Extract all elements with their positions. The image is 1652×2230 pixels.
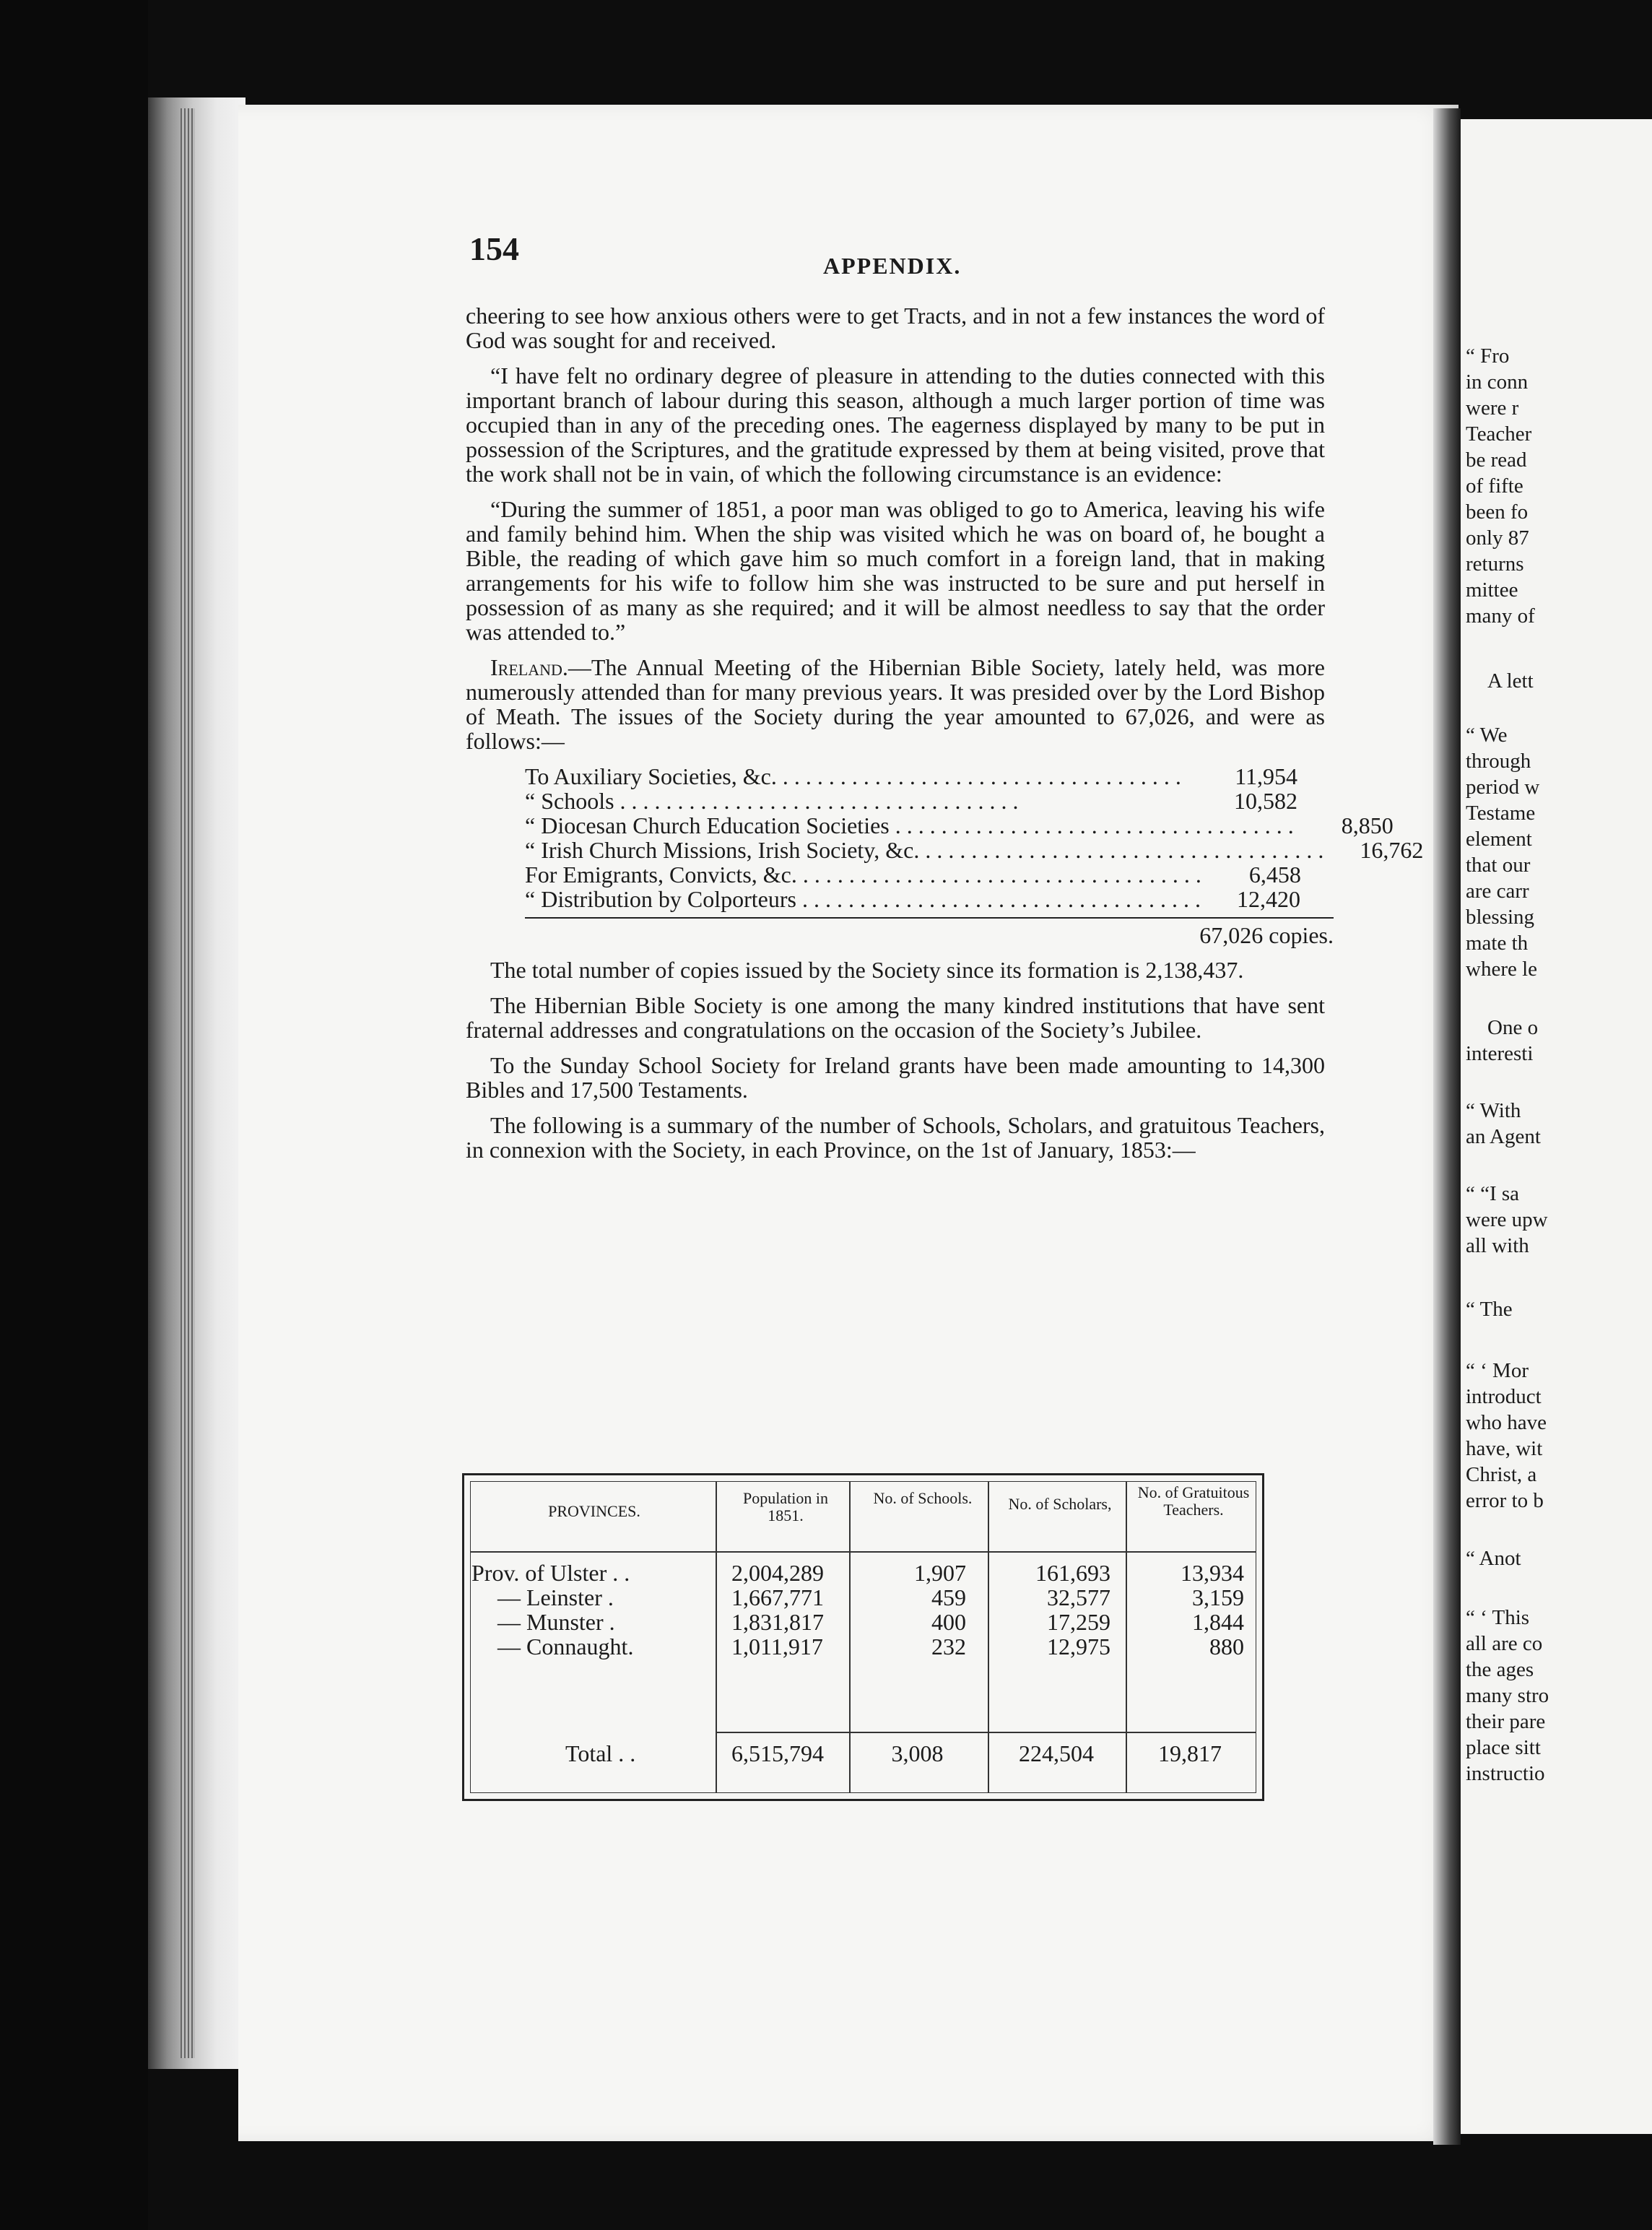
province-cell: — Leinster . [497,1584,614,1610]
paragraph: The following is a summary of the number of Schools, Scholars, and gratuitous Teachers, in connexion with the Society, in each Province, on the 1st of January, 1853:— [466,1112,1325,1163]
issue-value: 12,420 [1236,886,1300,912]
right-page-fragment: that our [1466,854,1531,877]
right-page-fragment: place sitt [1466,1736,1541,1759]
issue-value: 6,458 [1248,862,1301,888]
right-page-fragment: mittee [1466,578,1518,602]
column-header: Population in 1851. [743,1489,828,1524]
province-cell: Prov. of Ulster . . [471,1560,630,1586]
right-page-fragment: element [1466,828,1532,851]
issue-label: “ Distribution by Colporteurs [525,886,796,912]
right-page-fragment: an Agent [1466,1125,1541,1148]
right-page-fragment: “ We [1466,724,1508,747]
right-page-fragment: “ The [1466,1298,1513,1321]
scholars-cell: 12,975 [1047,1634,1110,1660]
right-page-fragment: many stro [1466,1684,1549,1707]
column-divider [988,1481,989,1793]
paragraph: cheering to see how anxious others were to get Tracts, and in not a few instances the word of God was sought for and received. [466,303,1325,353]
column-header: PROVINCES. [548,1502,640,1520]
right-page-fragment: “ Fro [1466,344,1510,368]
right-page-fragment: period w [1466,776,1540,799]
issue-value: 8,850 [1341,812,1394,838]
province-cell: — Munster . [497,1609,615,1635]
right-page-fragment: through [1466,750,1531,773]
right-page-fragment: be read [1466,448,1527,472]
schools-cell: 232 [931,1634,966,1660]
total-scholars: 224,504 [1019,1740,1094,1766]
column-divider [1126,1481,1127,1793]
right-page-fragment: introduct [1466,1385,1542,1408]
book-page-edges [148,97,245,2069]
right-page-fragment: “ With [1466,1099,1521,1122]
right-page-fragment: returns [1466,552,1524,576]
list-item: For Emigrants, Convicts, &c. . . . . . . . . . . . . . . . . . . . . . . . . . . . . . . . . . . . 6,458 [525,862,1301,888]
right-page-fragment: “ ‘ This [1466,1606,1530,1629]
right-page-fragment: been fo [1466,500,1529,524]
page-body [466,303,1424,1173]
issues-list [525,763,1424,912]
schools-cell: 400 [931,1609,966,1635]
paragraph: The Hibernian Bible Society is one among the many kindred institutions that have sent fraternal addresses and congratulations on the occasion of the Society’s Jubilee. [466,992,1325,1043]
right-page-fragment: were r [1466,396,1519,420]
right-page-fragment: “ ‘ Mor [1466,1359,1529,1382]
right-page-fragment: blessing [1466,906,1535,929]
background-left [0,0,148,2230]
paragraph: “I have felt no ordinary degree of pleasure in attending to the duties connected with this important branch of labour during this season, although a much larger portion of time was occupied than in any of the preceding ones. The eagerness displayed by many to be put in possession of the Scriptures, and the gratitude expressed by them at being visited, prove that the work shall not be in vain, of which the following circumstance is an evidence: [466,363,1325,487]
scholars-cell: 32,577 [1047,1584,1110,1610]
paragraph: “During the summer of 1851, a poor man was obliged to go to America, leaving his wife and family behind him. When the ship was visited which he was on board of, he bought a Bible, the reading of which gave him so much comfort in a foreign land, that in making arrangements for his wife to follow him she was instructed to be sure and put herself in possession of as many as she required; and it will be almost needless to say that the order was attended to.” [466,496,1325,645]
list-item: “ Distribution by Colporteurs . . . . . . . . . . . . . . . . . . . . . . . . . . . . . . . . . . . 12,420 [525,886,1300,912]
right-page-fragment: “ “I sa [1466,1182,1520,1205]
population-cell: 1,011,917 [731,1634,823,1660]
population-cell: 1,831,817 [731,1609,824,1635]
right-page-fragment: who have [1466,1411,1547,1434]
issue-value: 10,582 [1234,788,1297,814]
right-page-fragment: where le [1466,958,1538,981]
issue-label: To Auxiliary Societies, &c. [525,763,777,789]
province-cell: — Connaught. [497,1634,634,1660]
scholars-cell: 17,259 [1047,1609,1110,1635]
issue-label: “ Diocesan Church Education Societies [525,812,890,838]
paragraph: To the Sunday School Society for Ireland grants have been made amounting to 14,300 Bibles and 17,500 Testaments. [466,1052,1325,1103]
right-page-fragment: in conn [1466,370,1529,394]
schools-cell: 459 [931,1584,966,1610]
issue-label: “ Schools [525,788,614,814]
issue-value: 16,762 [1360,837,1424,863]
column-divider [716,1481,717,1793]
right-page-fragment: Testame [1466,802,1536,825]
paragraph: The total number of copies issued by the Society since its formation is 2,138,437. [490,957,1244,983]
right-page-fragment: A lett [1487,669,1534,693]
total-teachers: 19,817 [1158,1740,1222,1766]
ireland-text: —The Annual Meeting of the Hibernian Bible Society, lately held, was more numerously attended than for many previous years. It was presided over by the Lord Bishop of Meath. The issues of the Society during the year amounted to 67,026, and were as follows:— [466,654,1325,754]
issue-value: 11,954 [1235,763,1297,789]
teachers-cell: 3,159 [1192,1584,1244,1610]
page-number: 154 [469,230,519,267]
issues-total: 67,026 copies. [1199,922,1334,948]
right-page-fragment: all are co [1466,1632,1543,1655]
ireland-paragraph [466,655,1325,753]
issue-label: “ Irish Church Missions, Irish Society, &c. [525,837,920,863]
total-schools: 3,008 [891,1740,944,1766]
right-page-fragment: are carr [1466,880,1529,903]
right-page-fragment: interesti [1466,1042,1534,1065]
list-item: “ Irish Church Missions, Irish Society, &c. . . . . . . . . . . . . . . . . . . . . . . . . . . . . . . . . . . . 16,762 [525,837,1424,863]
running-head: APPENDIX. [823,253,962,279]
scholars-cell: 161,693 [1035,1560,1110,1586]
teachers-cell: 13,934 [1181,1560,1244,1586]
teachers-cell: 1,844 [1192,1609,1244,1635]
right-page-fragment: were upw [1466,1208,1548,1231]
right-page-fragment: error to b [1466,1489,1544,1512]
column-header: No. of Schools. [873,1489,973,1507]
right-page-fragment: Christ, a [1466,1463,1537,1486]
list-item: “ Schools . . . . . . . . . . . . . . . . . . . . . . . . . . . . . . . . . . . 10,582 [525,788,1297,814]
total-label: Total . . [565,1740,636,1766]
right-page-fragment: One o [1487,1016,1539,1039]
schools-cell: 1,907 [914,1560,966,1586]
right-page-fragment: “ Anot [1466,1547,1521,1570]
right-page-fragment: all with [1466,1234,1529,1257]
right-page-fragment: have, wit [1466,1437,1543,1460]
right-page-fragment: the ages [1466,1658,1534,1681]
right-page-fragment: only 87 [1466,526,1529,550]
population-cell: 2,004,289 [731,1560,824,1586]
column-header: No. of Scholars, [1008,1495,1112,1513]
column-divider [849,1481,851,1793]
right-page-fragment: instructio [1466,1762,1545,1785]
issue-label: For Emigrants, Convicts, &c. [525,862,797,888]
population-cell: 1,667,771 [731,1584,824,1610]
right-page-fragment: many of [1466,604,1535,628]
list-item: To Auxiliary Societies, &c. . . . . . . . . . . . . . . . . . . . . . . . . . . . . . . . . . . . 11,954 [525,763,1297,789]
right-page-fragment: Teacher [1466,422,1532,446]
teachers-cell: 880 [1209,1634,1244,1660]
total-population: 6,515,794 [731,1740,824,1766]
list-item: “ Diocesan Church Education Societies . . . . . . . . . . . . . . . . . . . . . . . . . . . . . . . . . . . 8,850 [525,812,1394,838]
book-page-edges-lines [181,108,195,2058]
total-rule [717,1732,1256,1733]
column-header: No. of Gratuitous Teachers. [1137,1483,1250,1519]
ireland-heading: Ireland. [490,654,568,680]
right-page-fragment: of fifte [1466,474,1523,498]
book-gutter [1433,108,1461,2145]
right-page-fragment: mate th [1466,932,1529,955]
header-rule [470,1551,1256,1553]
provinces-table [462,1473,1264,1801]
issues-total-row [525,917,1334,947]
right-page-fragment: their pare [1466,1710,1546,1733]
